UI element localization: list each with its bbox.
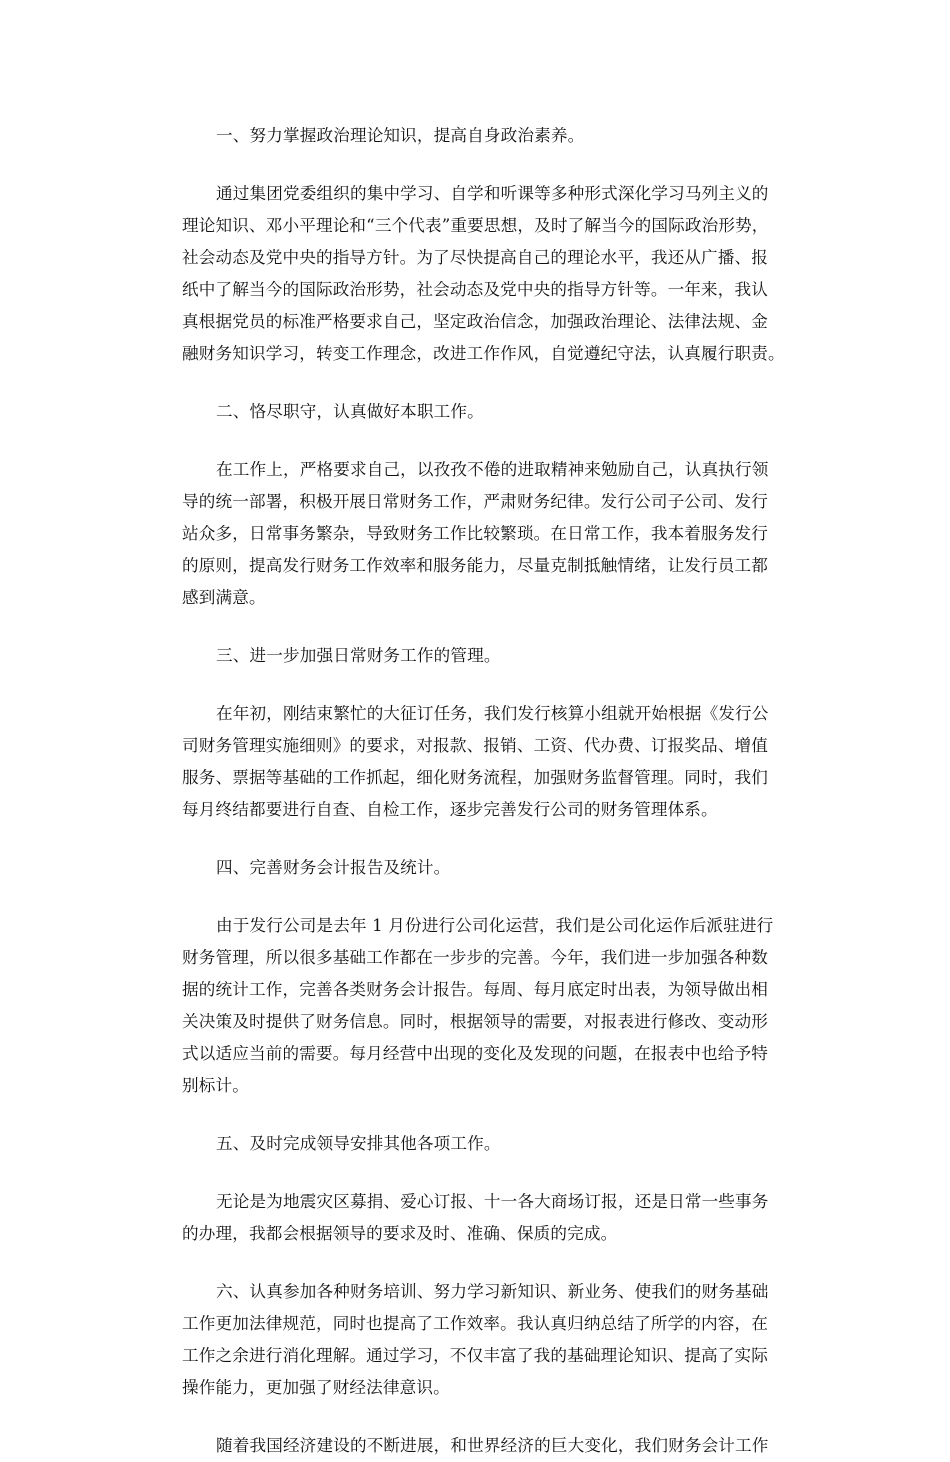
paragraph-line: 导的统一部署，积极开展日常财务工作，严肃财务纪律。发行公司子公司、发行 bbox=[182, 492, 769, 511]
paragraph-line: 融财务知识学习，转变工作理念，改进工作作风，自觉遵纪守法，认真履行职责。 bbox=[182, 344, 785, 363]
document-body bbox=[182, 120, 785, 1462]
paragraph-line: 随着我国经济建设的不断进展，和世界经济的巨大变化，我们财务会计工作 bbox=[216, 1436, 769, 1455]
paragraph-line: 司财务管理实施细则》的要求，对报款、报销、工资、代办费、订报奖品、增值 bbox=[182, 736, 769, 755]
section-heading-1: 一、努力掌握政治理论知识，提高自身政治素养。 bbox=[216, 126, 585, 145]
section-heading-2: 二、恪尽职守，认真做好本职工作。 bbox=[216, 402, 484, 421]
paragraph-line: 由于发行公司是去年 1 月份进行公司化运营，我们是公司化运作后派驻进行 bbox=[216, 916, 774, 935]
paragraph-line: 站众多，日常事务繁杂，导致财务工作比较繁琐。在日常工作，我本着服务发行 bbox=[182, 524, 769, 543]
paragraph-line: 操作能力，更加强了财经法律意识。 bbox=[182, 1378, 450, 1397]
paragraph-line: 别标计。 bbox=[182, 1076, 249, 1095]
section-paragraph-2 bbox=[182, 454, 780, 614]
paragraph-line: 六、认真参加各种财务培训、努力学习新知识、新业务、使我们的财务基础 bbox=[216, 1282, 769, 1301]
paragraph-line: 的原则，提高发行财务工作效率和服务能力，尽量克制抵触情绪，让发行员工都 bbox=[182, 556, 769, 575]
paragraph-line: 式以适应当前的需要。每月经营中出现的变化及发现的问题，在报表中也给予特 bbox=[182, 1044, 769, 1063]
section-paragraph-7 bbox=[182, 1430, 780, 1462]
section-paragraph-6 bbox=[182, 1276, 780, 1404]
paragraph-line: 通过集团党委组织的集中学习、自学和听课等多种形式深化学习马列主义的 bbox=[216, 184, 769, 203]
paragraph-line: 感到满意。 bbox=[182, 588, 266, 607]
paragraph-line: 每月终结都要进行自查、自检工作，逐步完善发行公司的财务管理体系。 bbox=[182, 800, 718, 819]
section-paragraph-1 bbox=[182, 178, 785, 370]
paragraph-line: 据的统计工作，完善各类财务会计报告。每周、每月底定时出表，为领导做出相 bbox=[182, 980, 769, 999]
paragraph-line: 理论知识、邓小平理论和“三个代表”重要思想，及时了解当今的国际政治形势， bbox=[182, 216, 769, 235]
paragraph-line: 的办理，我都会根据领导的要求及时、准确、保质的完成。 bbox=[182, 1224, 618, 1243]
paragraph-line: 真根据党员的标准严格要求自己，坚定政治信念，加强政治理论、法律法规、金 bbox=[182, 312, 769, 331]
paragraph-line: 无论是为地震灾区募捐、爱心订报、十一各大商场订报，还是日常一些事务 bbox=[216, 1192, 769, 1211]
section-paragraph-3 bbox=[182, 698, 780, 826]
paragraph-line: 工作更加法律规范，同时也提高了工作效率。我认真归纳总结了所学的内容，在 bbox=[182, 1314, 769, 1333]
paragraph-line: 在工作上，严格要求自己，以孜孜不倦的进取精神来勉励自己，认真执行领 bbox=[216, 460, 769, 479]
paragraph-line: 财务管理，所以很多基础工作都在一步步的完善。今年，我们进一步加强各种数 bbox=[182, 948, 769, 967]
section-heading-3: 三、进一步加强日常财务工作的管理。 bbox=[216, 646, 501, 665]
section-heading-5: 五、及时完成领导安排其他各项工作。 bbox=[216, 1134, 501, 1153]
paragraph-line: 工作之余进行消化理解。通过学习，不仅丰富了我的基础理论知识、提高了实际 bbox=[182, 1346, 769, 1365]
paragraph-line: 社会动态及党中央的指导方针。为了尽快提高自己的理论水平，我还从广播、报 bbox=[182, 248, 769, 267]
paragraph-line: 纸中了解当今的国际政治形势，社会动态及党中央的指导方针等。一年来，我认 bbox=[182, 280, 769, 299]
paragraph-line: 关决策及时提供了财务信息。同时，根据领导的需要，对报表进行修改、变动形 bbox=[182, 1012, 769, 1031]
section-paragraph-4 bbox=[182, 910, 780, 1102]
section-paragraph-5 bbox=[182, 1186, 780, 1250]
section-heading-4: 四、完善财务会计报告及统计。 bbox=[216, 858, 451, 877]
paragraph-line: 服务、票据等基础的工作抓起，细化财务流程，加强财务监督管理。同时，我们 bbox=[182, 768, 769, 787]
paragraph-line: 在年初，刚结束繁忙的大征订任务，我们发行核算小组就开始根据《发行公 bbox=[216, 704, 769, 723]
